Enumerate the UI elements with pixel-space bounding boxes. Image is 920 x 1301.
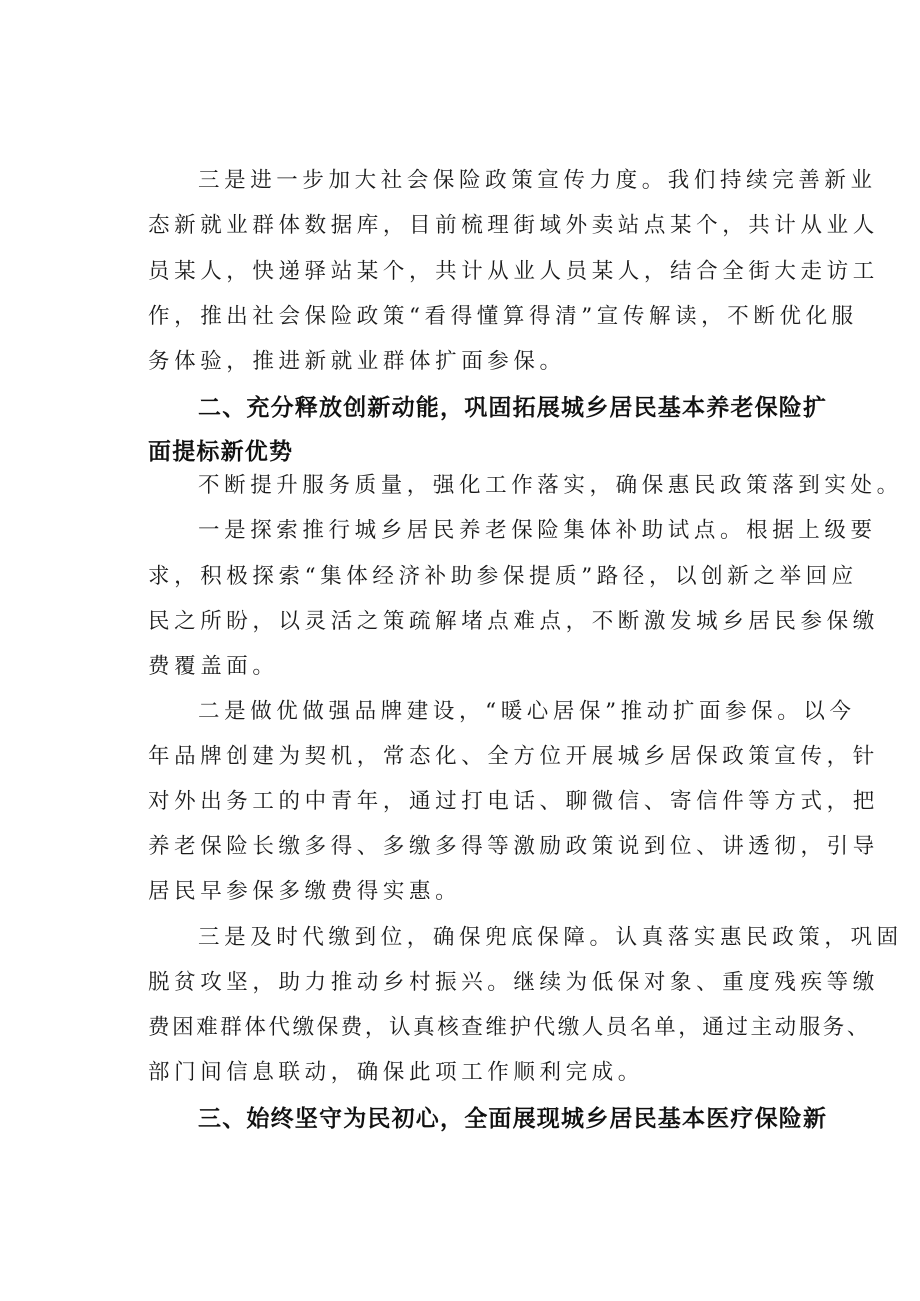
text-line: 态新就业群体数据库，目前梳理街域外卖站点某个，共计从业人 <box>148 213 879 238</box>
text-line: 务体验，推进新就业群体扩面参保。 <box>148 349 566 374</box>
text-line: 年品牌创建为契机，常态化、全方位开展城乡居保政策宣传，针 <box>148 744 879 769</box>
text-line: 民之所盼，以灵活之策疏解堵点难点，不断激发城乡居民参保缴 <box>148 609 879 634</box>
text-line: 三是进一步加大社会保险政策宣传力度。我们持续完善新业 <box>198 168 877 193</box>
text-line: 二是做优做强品牌建设，“暖心居保”推动扩面参保。以今 <box>198 699 856 724</box>
heading-line: 面提标新优势 <box>148 439 294 465</box>
heading-line: 二、充分释放创新动能，巩固拓展城乡居民基本养老保险扩 <box>198 395 828 421</box>
text-line: 居民早参保多缴费得实惠。 <box>148 879 462 904</box>
text-line: 费覆盖面。 <box>148 654 279 679</box>
text-line: 养老保险长缴多得、多缴多得等激励政策说到位、讲透彻，引导 <box>148 834 879 859</box>
heading-line: 三、始终坚守为民初心，全面展现城乡居民基本医疗保险新 <box>198 1106 828 1132</box>
text-line: 员某人，快递驿站某个，共计从业人员某人，结合全街大走访工 <box>148 259 879 284</box>
text-line: 作，推出社会保险政策“看得懂算得清”宣传解读，不断优化服 <box>148 304 858 329</box>
text-line: 求，积极探索“集体经济补助参保提质”路径，以创新之举回应 <box>148 564 858 589</box>
text-line: 对外出务工的中青年，通过打电话、聊微信、寄信件等方式，把 <box>148 789 879 814</box>
text-line: 不断提升服务质量，强化工作落实，确保惠民政策落到实处。 <box>198 473 903 498</box>
text-line: 费困难群体代缴保费，认真核查维护代缴人员名单，通过主动服务、 <box>148 1015 872 1040</box>
text-line: 三是及时代缴到位，确保兜底保障。认真落实惠民政策，巩固 <box>198 925 903 950</box>
text-line: 部门间信息联动，确保此项工作顺利完成。 <box>148 1060 644 1085</box>
text-line: 脱贫攻坚，助力推动乡村振兴。继续为低保对象、重度残疾等缴 <box>148 970 879 995</box>
text-line: 一是探索推行城乡居民养老保险集体补助试点。根据上级要 <box>198 518 877 543</box>
